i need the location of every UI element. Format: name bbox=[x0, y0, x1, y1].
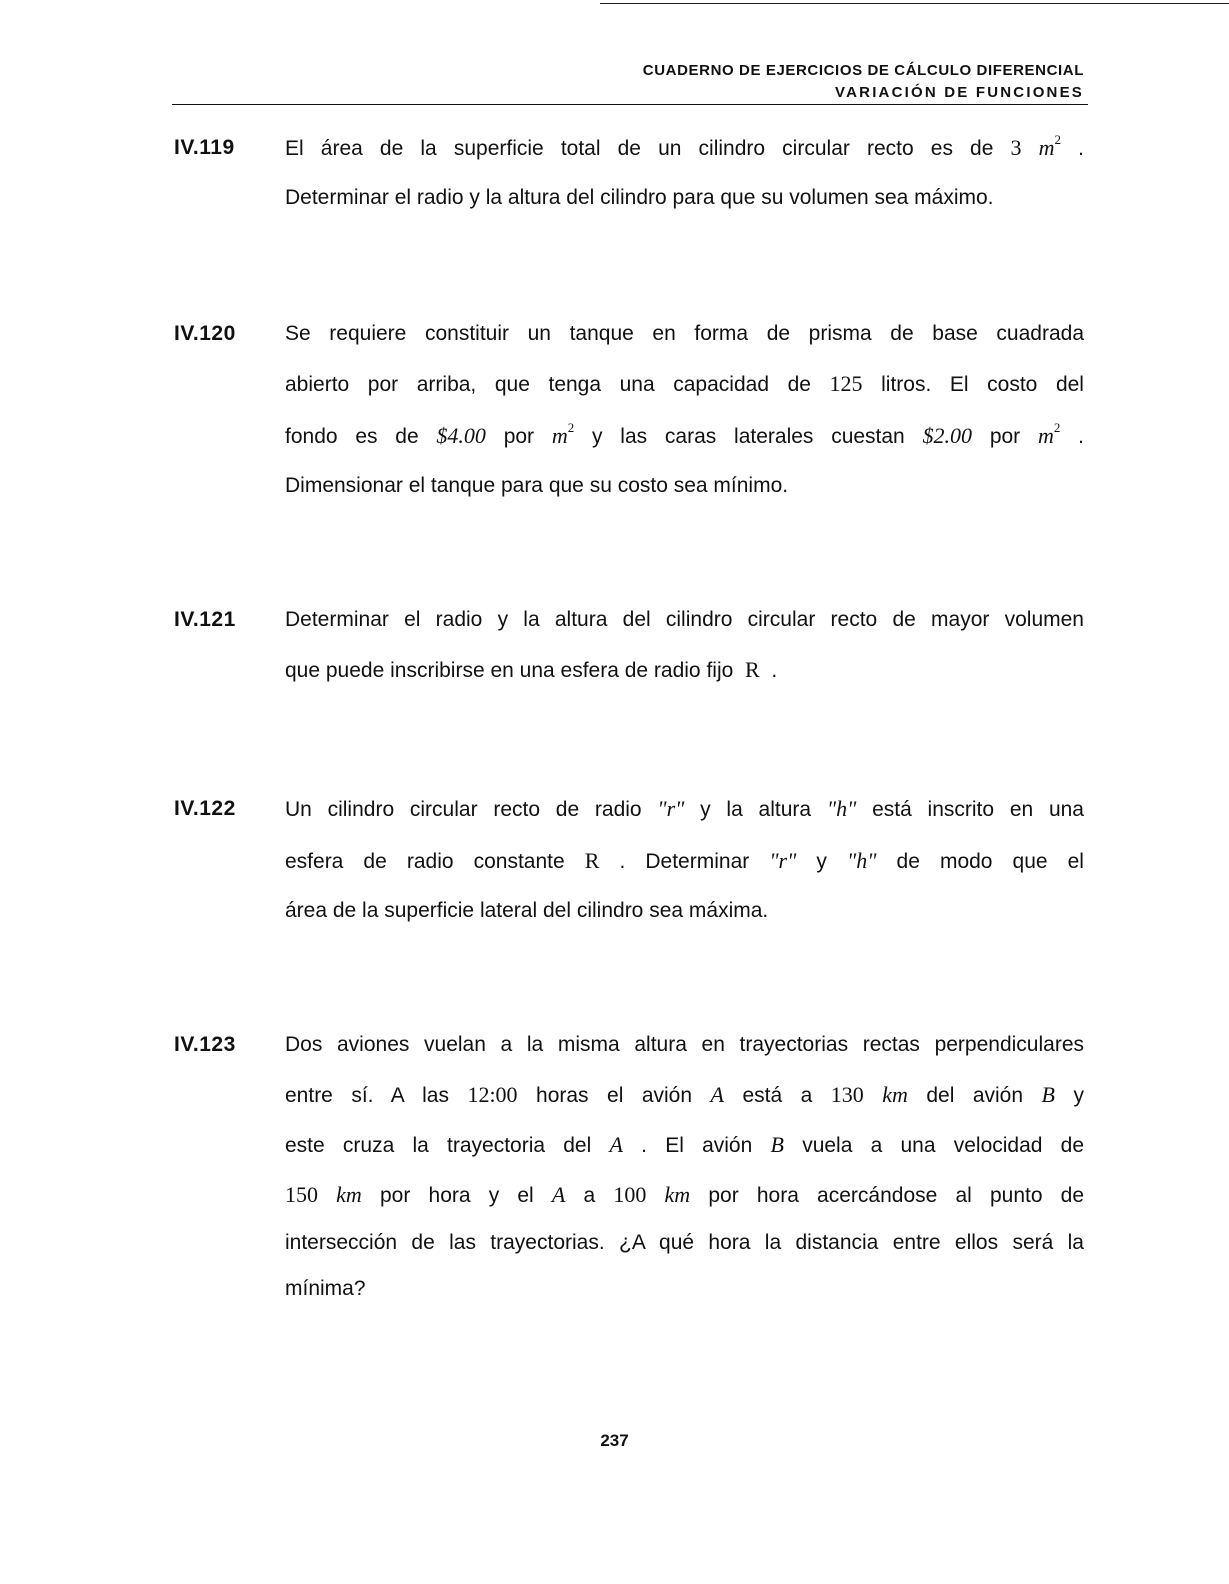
text-run: y la altura bbox=[700, 798, 812, 821]
text-line bbox=[285, 474, 1084, 498]
exercise-text bbox=[285, 132, 1084, 210]
text-run: . bbox=[771, 659, 778, 682]
text-run: . bbox=[1078, 137, 1084, 160]
exercise-number: IV.123 bbox=[174, 1033, 236, 1056]
text-run: intersección de las trayectorias. ¿A qué hora la distancia entre ellos será la bbox=[285, 1231, 1084, 1254]
text-line bbox=[285, 1183, 1084, 1207]
text-line bbox=[285, 899, 1084, 923]
text-run: fondo es de bbox=[285, 425, 419, 448]
text-run: horas el avión bbox=[536, 1084, 693, 1107]
text-run: por hora y el bbox=[380, 1184, 534, 1207]
text-run: entre sí. A las bbox=[285, 1084, 449, 1107]
exercise-number: IV.122 bbox=[174, 797, 236, 820]
exercise-text bbox=[285, 322, 1084, 498]
math-exponent: 2 bbox=[567, 420, 575, 435]
page-number: 237 bbox=[600, 1431, 629, 1450]
header-rule bbox=[172, 104, 1088, 105]
text-line bbox=[285, 1133, 1084, 1157]
text-line bbox=[285, 1277, 1084, 1301]
math-variable: A bbox=[609, 1132, 623, 1157]
text-run: a bbox=[583, 1184, 596, 1207]
math-variable: m bbox=[551, 423, 568, 448]
math-unit: km bbox=[664, 1182, 691, 1207]
text-line bbox=[285, 186, 1084, 210]
text-run: y bbox=[816, 850, 827, 873]
text-run: que puede inscribirse en una esfera de radio fijo bbox=[285, 659, 734, 682]
text-run: vuela a una velocidad de bbox=[802, 1134, 1085, 1157]
text-run: Dimensionar el tanque para que su costo sea mínimo. bbox=[285, 474, 789, 497]
text-run: Dos aviones vuelan a la misma altura en trayectorias rectas perpendiculares bbox=[285, 1033, 1084, 1056]
exercise-number: IV.120 bbox=[174, 322, 236, 345]
text-line bbox=[285, 1231, 1084, 1255]
exercise-number: IV.119 bbox=[174, 136, 235, 159]
math-number: 150 bbox=[285, 1182, 318, 1207]
header-title: CUADERNO DE EJERCICIOS DE CÁLCULO DIFERENCIAL bbox=[642, 62, 1084, 79]
text-run: este cruza la trayectoria del bbox=[285, 1134, 592, 1157]
math-money: $2.00 bbox=[922, 423, 973, 448]
text-line bbox=[285, 1083, 1084, 1107]
math-variable: "r" bbox=[769, 848, 797, 873]
text-run: Determinar el radio y la altura del cilindro circular recto de mayor volumen bbox=[285, 608, 1084, 631]
text-line bbox=[285, 132, 1084, 160]
math-number: 3 bbox=[1010, 135, 1022, 160]
math-variable: R bbox=[584, 848, 600, 873]
text-run: por hora acercándose al punto de bbox=[708, 1184, 1085, 1207]
math-number: 125 bbox=[829, 371, 863, 396]
top-rule bbox=[600, 3, 1229, 4]
text-run: área de la superficie lateral del cilindro sea máxima. bbox=[285, 899, 769, 922]
math-unit: km bbox=[882, 1082, 908, 1107]
math-exponent: 2 bbox=[1053, 420, 1061, 435]
text-run: Se requiere constituir un tanque en forma de prisma de base cuadrada bbox=[285, 322, 1084, 345]
exercise-text bbox=[285, 1033, 1084, 1301]
text-run: de modo que el bbox=[896, 850, 1084, 873]
text-run: . El avión bbox=[641, 1134, 753, 1157]
math-exponent: 2 bbox=[1054, 132, 1062, 147]
math-unit: km bbox=[336, 1182, 362, 1207]
text-line bbox=[285, 849, 1084, 873]
math-number: 130 bbox=[830, 1082, 864, 1107]
text-run: está a bbox=[742, 1084, 813, 1107]
text-run: está inscrito en una bbox=[872, 798, 1084, 821]
text-run: abierto por arriba, que tenga una capacidad de bbox=[285, 373, 811, 396]
text-run: mínima? bbox=[285, 1277, 366, 1300]
math-number: 100 bbox=[613, 1182, 647, 1207]
text-run: del avión bbox=[926, 1084, 1024, 1107]
text-run: . Determinar bbox=[619, 850, 750, 873]
math-variable: m bbox=[1038, 135, 1055, 160]
exercise-text bbox=[285, 608, 1084, 682]
text-line bbox=[285, 420, 1084, 448]
math-variable: A bbox=[551, 1182, 566, 1207]
text-run: por bbox=[989, 425, 1021, 448]
text-line bbox=[285, 658, 1084, 682]
math-money: $4.00 bbox=[436, 423, 486, 448]
math-variable: B bbox=[770, 1132, 784, 1157]
math-variable: "r" bbox=[657, 796, 685, 821]
text-run: Un cilindro circular recto de radio bbox=[285, 798, 642, 821]
text-run: y las caras laterales cuestan bbox=[592, 425, 905, 448]
text-run: litros. El costo del bbox=[881, 373, 1084, 396]
exercise-text bbox=[285, 797, 1084, 923]
math-variable: "h" bbox=[826, 796, 857, 821]
text-run: El área de la superficie total de un cilindro circular recto es de bbox=[285, 137, 994, 160]
math-variable: "h" bbox=[846, 848, 877, 873]
math-variable: m bbox=[1037, 423, 1054, 448]
text-line bbox=[285, 797, 1084, 821]
text-run: por bbox=[503, 425, 535, 448]
math-time: 12:00 bbox=[467, 1082, 518, 1107]
math-variable: B bbox=[1041, 1082, 1055, 1107]
math-variable: R bbox=[744, 657, 760, 682]
text-run: Determinar el radio y la altura del cilindro para que su volumen sea máximo. bbox=[285, 186, 994, 209]
text-line bbox=[285, 372, 1084, 396]
text-run: . bbox=[1078, 425, 1084, 448]
text-line bbox=[285, 322, 1084, 346]
text-line bbox=[285, 1033, 1084, 1057]
text-run: esfera de radio constante bbox=[285, 850, 565, 873]
header-subtitle: VARIACIÓN DE FUNCIONES bbox=[835, 84, 1084, 101]
exercise-number: IV.121 bbox=[174, 608, 236, 631]
text-run: y bbox=[1073, 1084, 1084, 1107]
math-variable: A bbox=[710, 1082, 724, 1107]
text-line bbox=[285, 608, 1084, 632]
